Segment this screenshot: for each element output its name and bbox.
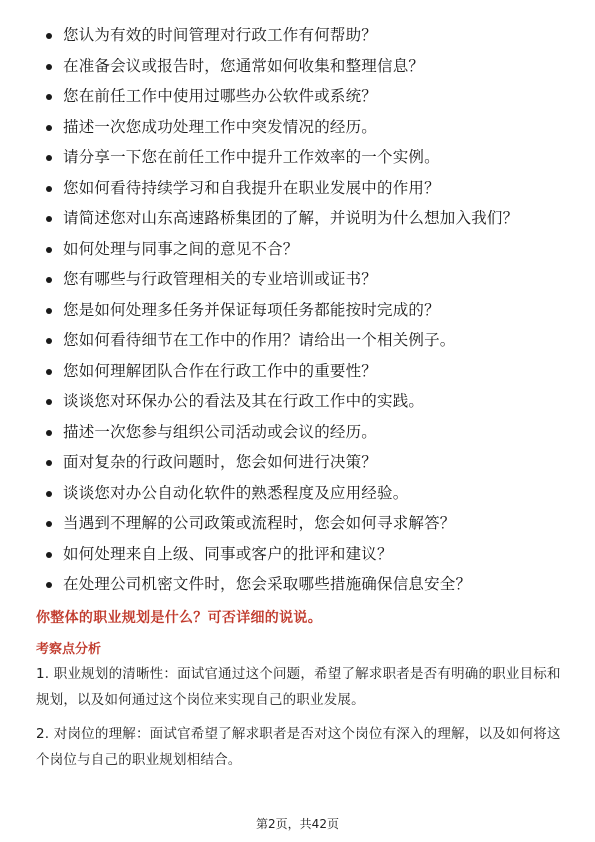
question-text: 您是如何处理多任务并保证每项任务都能按时完成的？ bbox=[63, 300, 440, 319]
bullet-icon bbox=[46, 186, 52, 192]
bullet-icon bbox=[46, 33, 52, 39]
list-item bbox=[46, 178, 546, 199]
question-text: 描述一次您参与组织公司活动或会议的经历。 bbox=[63, 422, 378, 441]
bullet-icon bbox=[46, 277, 52, 283]
question-text: 请简述您对山东高速路桥集团的了解，并说明为什么想加入我们？ bbox=[63, 209, 519, 227]
analysis-heading: 考察点分析 bbox=[36, 642, 102, 657]
list-item bbox=[46, 269, 546, 290]
list-item bbox=[46, 117, 546, 138]
question-text: 您如何看待细节在工作中的作用？请给出一个相关例子。 bbox=[63, 331, 456, 349]
question-text: 您如何看待持续学习和自我提升在职业发展中的作用？ bbox=[63, 178, 440, 197]
bullet-icon bbox=[46, 308, 52, 314]
bullet-icon bbox=[46, 125, 52, 131]
question-text: 谈谈您对办公自动化软件的熟悉程度及应用经验。 bbox=[63, 483, 409, 502]
list-item bbox=[46, 208, 546, 229]
bullet-icon bbox=[46, 582, 52, 588]
bullet-icon bbox=[46, 216, 52, 222]
list-item bbox=[46, 391, 546, 412]
question-text: 您如何理解团队合作在行政工作中的重要性？ bbox=[63, 361, 378, 380]
question-text: 当遇到不理解的公司政策或流程时，您会如何寻求解答？ bbox=[63, 514, 456, 532]
question-list bbox=[46, 25, 546, 605]
bullet-icon bbox=[46, 247, 52, 253]
bullet-icon bbox=[46, 338, 52, 344]
bullet-icon bbox=[46, 430, 52, 436]
list-item bbox=[46, 513, 546, 534]
section-title: 你整体的职业规划是什么？可否详细的说说。 bbox=[36, 610, 322, 626]
list-item bbox=[46, 239, 546, 260]
analysis-point: 1. 职业规划的清晰性：面试官通过这个问题，希望了解求职者是否有明确的职业目标和规划，以及如何通过这个岗位来实现自己的职业发展。 bbox=[36, 666, 561, 708]
list-item bbox=[46, 483, 546, 504]
list-item bbox=[46, 330, 546, 351]
bullet-icon bbox=[46, 460, 52, 466]
question-text: 面对复杂的行政问题时，您会如何进行决策？ bbox=[63, 453, 378, 471]
question-text: 如何处理来自上级、同事或客户的批评和建议？ bbox=[63, 544, 393, 563]
list-item bbox=[46, 147, 546, 168]
list-item bbox=[46, 452, 546, 473]
bullet-icon bbox=[46, 369, 52, 375]
analysis-point: 2. 对岗位的理解：面试官希望了解求职者是否对这个岗位有深入的理解，以及如何将这个岗位与自己的职业规划相结合。 bbox=[36, 726, 561, 768]
bullet-icon bbox=[46, 155, 52, 161]
question-text: 您在前任工作中使用过哪些办公软件或系统？ bbox=[63, 87, 378, 105]
question-text: 请分享一下您在前任工作中提升工作效率的一个实例。 bbox=[63, 148, 440, 166]
bullet-icon bbox=[46, 521, 52, 527]
list-item bbox=[46, 574, 546, 595]
bullet-icon bbox=[46, 399, 52, 405]
question-text: 您认为有效的时间管理对行政工作有何帮助？ bbox=[63, 26, 378, 44]
bullet-icon bbox=[46, 491, 52, 497]
list-item bbox=[46, 300, 546, 321]
bullet-icon bbox=[46, 94, 52, 100]
bullet-icon bbox=[46, 64, 52, 70]
question-text: 在准备会议或报告时，您通常如何收集和整理信息？ bbox=[63, 56, 425, 75]
list-item bbox=[46, 422, 546, 443]
question-text: 如何处理与同事之间的意见不合？ bbox=[63, 239, 299, 258]
bullet-icon bbox=[46, 552, 52, 558]
list-item bbox=[46, 25, 546, 46]
question-text: 谈谈您对环保办公的看法及其在行政工作中的实践。 bbox=[63, 392, 425, 410]
list-item bbox=[46, 544, 546, 565]
question-text: 您有哪些与行政管理相关的专业培训或证书？ bbox=[63, 270, 378, 288]
list-item bbox=[46, 361, 546, 382]
question-text: 在处理公司机密文件时，您会采取哪些措施确保信息安全？ bbox=[63, 575, 472, 593]
question-text: 描述一次您成功处理工作中突发情况的经历。 bbox=[63, 117, 378, 136]
list-item bbox=[46, 56, 546, 77]
page-number: 第2页，共42页 bbox=[256, 817, 339, 831]
list-item bbox=[46, 86, 546, 107]
analysis-body bbox=[36, 661, 566, 781]
